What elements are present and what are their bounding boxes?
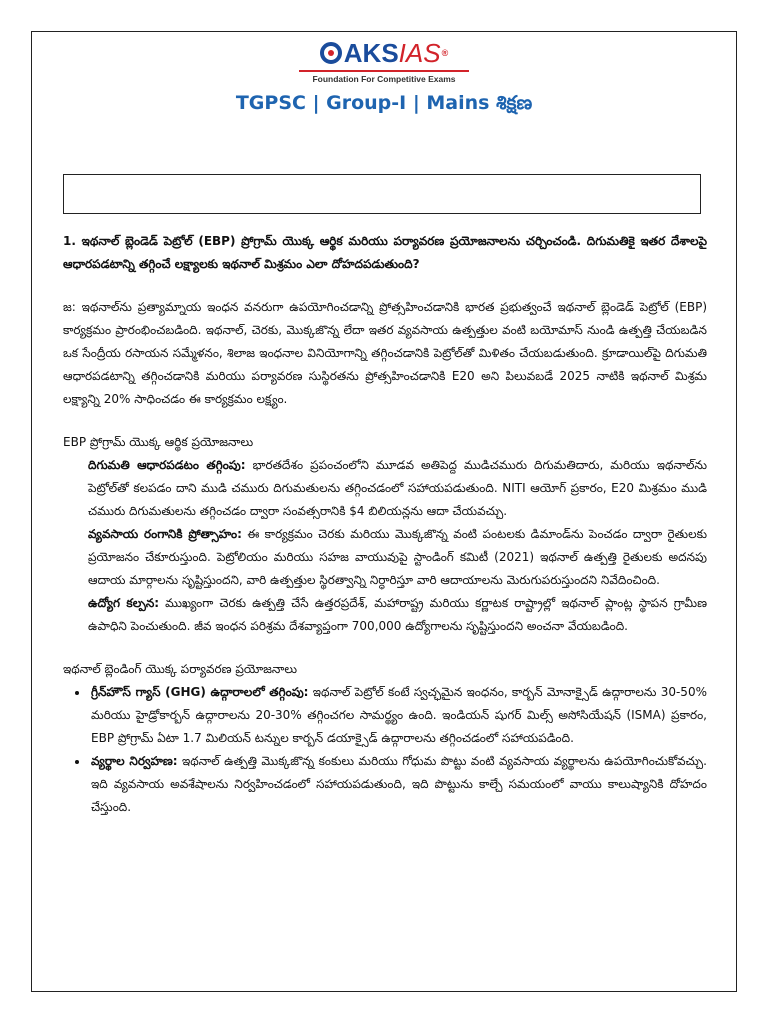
course-title: TGPSC | Group-I | Mains శిక్షణ bbox=[235, 92, 533, 114]
bullet-title: గ్రీన్‌హౌస్ గ్యాస్ (GHG) ఉద్గారాలలో తగ్గింపు: bbox=[91, 685, 309, 699]
economic-point bbox=[63, 454, 707, 523]
point-title: దిగుమతి ఆధారపడటం తగ్గింపు: bbox=[88, 458, 246, 472]
economic-point bbox=[63, 592, 707, 638]
point-title: వ్యవసాయ రంగానికి ప్రోత్సాహం: bbox=[88, 527, 242, 541]
point-text: ముఖ్యంగా చెరకు ఉత్పత్తి చేసే ఉత్తరప్రదేశ్, మహారాష్ట్ర మరియు కర్ణాటక రాష్ట్రాల్లో ఇథనాల్ ప్లాంట్ల స్థాపన గ్రామీణ ఉపాధిని పెంచుతుంది. జీవ ఇంధన పరిశ్రమ దేశవ్యాప్తంగా 700,000 ఉద్యోగాలను సృష్టిస్తుందని అంచనా వేయబడింది. bbox=[88, 596, 707, 633]
logo-ring-icon bbox=[320, 42, 342, 64]
logo-registered: ® bbox=[441, 48, 449, 58]
economic-point bbox=[63, 523, 707, 592]
point-title: ఉద్యోగ కల్పన: bbox=[88, 596, 160, 610]
logo-underline bbox=[299, 70, 469, 72]
section-heading-economic: EBP ప్రోగ్రామ్ యొక్క ఆర్థిక ప్రయోజనాలు bbox=[63, 435, 254, 449]
list-item bbox=[89, 681, 707, 750]
bullet-text: ఇథనాల్ పెట్రోల్ కంటే స్వచ్ఛమైన ఇంధనం, కార్బన్ మోనాక్సైడ్ ఉద్గారాలను 30-50% మరియు హైడ్రోకార్బన్ ఉద్గారాలను 20-30% తగ్గించగల సామర్థ్యం ఉంది. ఇండియన్ షుగర్ మిల్స్ అసోసియేషన్ (ISMA) ప్రకారం, EBP ప్రోగ్రామ్ ఏటా 1.7 మిలియన్ టన్నుల కార్బన్ డయాక్సైడ్ ఉద్గారాలను తగ్గించడంలో సహాయపడింది. bbox=[91, 685, 707, 745]
bullet-text: ఇథనాల్ ఉత్పత్తి మొక్కజొన్న కంకులు మరియు గోధుమ పొట్టు వంటి వ్యవసాయ వ్యర్థాలను ఉపయోగించుకోవచ్చు. ఇది వ్యవసాయ అవశేషాలను నిర్వహించడంలో సహాయపడుతుంది, ఇది పొట్టును కాల్చే సమయంలో వాయు కాలుష్యానికి దోహదం చేస్తుంది. bbox=[91, 754, 707, 814]
list-item bbox=[89, 750, 707, 819]
document-body bbox=[63, 230, 707, 819]
environment-list bbox=[63, 681, 707, 819]
logo-aks: AKS bbox=[343, 38, 399, 68]
point-text: ఈ కార్యక్రమం చెరకు మరియు మొక్కజొన్న వంటి పంటలకు డిమాండ్‌ను పెంచడం ద్వారా రైతులకు ప్రయోజనం చేకూరుస్తుంది. పెట్రోలియం మరియు సహజ వాయువుపై స్టాండింగ్ కమిటీ (2021) ఇథనాల్ ఉత్పత్తి రైతులకు అదనపు ఆదాయ మార్గాలను సృష్టిస్తుందని, వారి ఉత్పత్తుల స్థిరత్వాన్ని నిర్ధారిస్తూ వారి ఆదాయాలను మెరుగుపరుస్తుందని నివేదించింది. bbox=[88, 527, 708, 587]
logo-mark bbox=[320, 38, 448, 68]
point-text: భారతదేశం ప్రపంచంలోని మూడవ అతిపెద్ద ముడిచమురు దిగుమతిదారు, మరియు ఇథనాల్‌ను పెట్రోల్‌తో కలపడం దాని ముడి చమురు దిగుమతులను తగ్గించడంలో సహాయపడుతుంది. NITI ఆయోగ్ ప్రకారం, E20 మిశ్రమం ముడి చమురు దిగుమతులను తగ్గించడం ద్వారా సంవత్సరానికి $4 బిలియన్లను ఆదా చేయవచ్చు. bbox=[88, 458, 707, 518]
empty-box bbox=[63, 174, 701, 214]
intro-paragraph: జ: ఇథనాల్‌ను ప్రత్యామ్నాయ ఇంధన వనరుగా ఉపయోగించడాన్ని ప్రోత్సహించడానికి భారత ప్రభుత్వంచే ఇథనాల్ బ్లెండెడ్ పెట్రోల్ (EBP) కార్యక్రమం ప్రారంభించబడింది. ఇథనాల్, చెరకు, మొక్కజొన్న లేదా ఇతర వ్యవసాయ ఉత్పత్తుల వంటి బయోమాస్ నుండి ఉత్పత్తి చేయబడిన ఒక సేంద్రీయ రసాయన సమ్మేళనం, శిలాజ ఇంధనాల వినియోగాన్ని తగ్గించడానికి పెట్రోల్‌తో మిళితం చేయబడుతుంది. క్రూడాయిల్‌పై దిగుమతి ఆధారపడటాన్ని తగ్గించడానికి మరియు పర్యావరణ సుస్థిరతను ప్రోత్సహించడానికి E20 అని పిలువబడే 2025 నాటికి ఇథనాల్ మిశ్రమ లక్ష్యాన్ని 20% సాధించడం ఈ కార్యక్రమం లక్ష్యం. bbox=[63, 300, 707, 406]
logo-ias: IAS bbox=[398, 38, 441, 68]
question: 1. ఇథనాల్ బ్లెండెడ్ పెట్రోల్ (EBP) ప్రోగ్రామ్ యొక్క ఆర్థిక మరియు పర్యావరణ ప్రయోజనాలను చర్చించండి. దిగుమతికై ఇతర దేశాలపై ఆధారపడటాన్ని తగ్గించే లక్ష్యాలకు ఇథనాల్ మిశ్రమం ఎలా దోహదపడుతుంది? bbox=[63, 234, 707, 271]
section-heading-environment: ఇథనాల్ బ్లెండింగ్ యొక్క పర్యావరణ ప్రయోజనాలు bbox=[63, 662, 298, 676]
logo-tagline: Foundation For Competitive Exams bbox=[312, 74, 456, 84]
bullet-title: వ్యర్థాల నిర్వహణ: bbox=[91, 754, 178, 768]
logo bbox=[0, 38, 768, 84]
